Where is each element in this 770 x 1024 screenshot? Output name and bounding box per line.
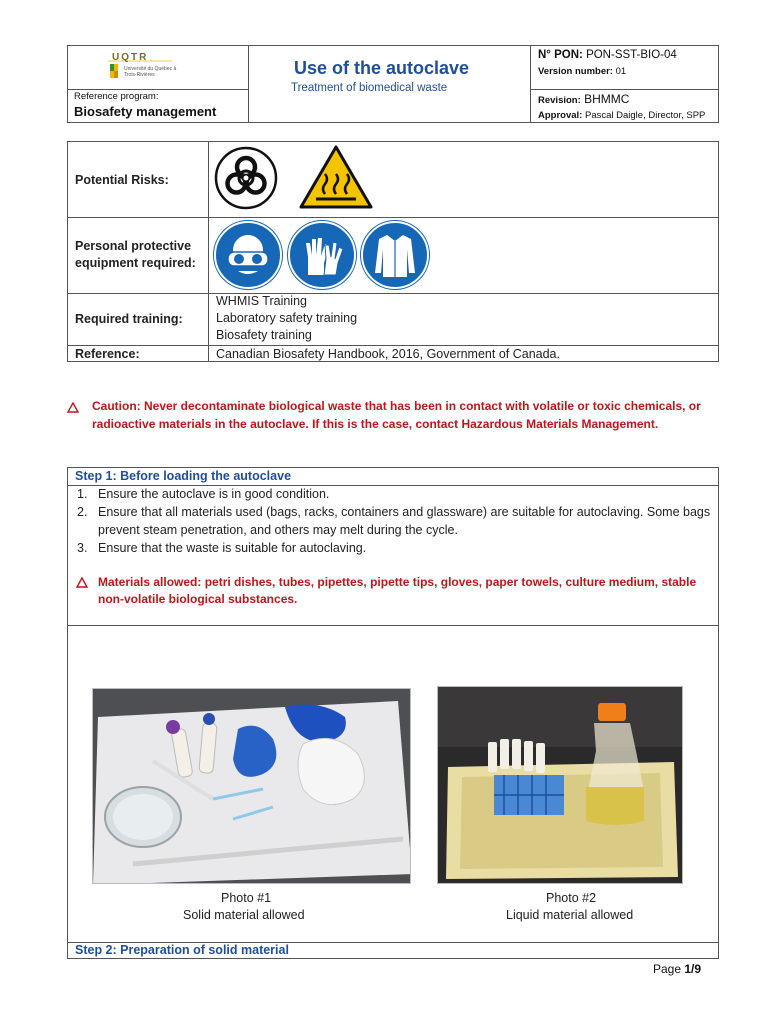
photo-1-caption: Solid material allowed — [183, 908, 305, 922]
biohazard-icon — [214, 146, 278, 210]
photo-solid-material — [92, 688, 411, 884]
photo-1-number: Photo #1 — [221, 891, 272, 905]
step1-item-3-number: 3. — [77, 541, 88, 555]
header-divider-right — [530, 45, 531, 123]
approval-line — [538, 110, 705, 121]
potential-risks-label: Potential Risks: — [75, 173, 169, 187]
header-divider-ref — [67, 89, 248, 90]
materials-warning-icon — [76, 575, 88, 586]
liquid-material-photo-illustration — [438, 687, 683, 884]
header-divider-left — [248, 45, 249, 123]
caution-warning-icon — [67, 400, 79, 411]
reference-program-label: Reference program: — [74, 91, 159, 102]
info-row-divider-2 — [67, 293, 719, 294]
info-row-divider-3 — [67, 345, 719, 346]
reference-program-value: Biosafety management — [74, 104, 217, 119]
uqtr-logo-text: UQTR — [112, 52, 149, 63]
solid-material-photo-illustration — [93, 689, 411, 884]
version-label: Version number: — [538, 66, 613, 77]
uqtr-logo-subtext: Université du Québec à Trois-Rivières — [124, 66, 177, 78]
training-item-1: WHMIS Training — [216, 294, 307, 308]
step1-title-underline — [67, 485, 719, 486]
page-value: 1/9 — [684, 962, 702, 976]
gloves-symbol-icon — [290, 223, 354, 287]
info-table-col-divider — [208, 141, 209, 362]
step1-item-1-number: 1. — [77, 487, 88, 501]
caution-line-2: radioactive materials in the autoclave. If this is the case, contact Hazardous Materials Management. — [92, 417, 659, 431]
hot-surface-triangle-icon — [298, 144, 374, 210]
revision-label: Revision: — [538, 95, 581, 106]
gloves-icon — [288, 221, 356, 289]
pon-line — [538, 49, 677, 61]
ppe-label-line2: equipment required: — [75, 256, 196, 270]
materials-allowed-line-2: non-volatile biological substances. — [98, 592, 298, 606]
lab-coat-icon — [361, 221, 429, 289]
warning-triangle-icon — [67, 402, 79, 413]
training-item-2: Laboratory safety training — [216, 311, 358, 325]
lab-coat-symbol-icon — [363, 223, 427, 287]
goggles-symbol-icon — [216, 223, 280, 287]
ppe-label-line1: Personal protective — [75, 239, 192, 253]
step1-item-1-text: Ensure the autoclave is in good condition. — [98, 487, 330, 501]
step1-item-2-number: 2. — [77, 505, 88, 519]
reference-label: Reference: — [75, 347, 140, 361]
page-subtitle: Treatment of biomedical waste — [291, 82, 448, 94]
revision-value: BHMMC — [584, 92, 630, 106]
biohazard-symbol-icon — [214, 146, 278, 210]
info-row-divider-1 — [67, 217, 719, 218]
training-item-3: Biosafety training — [216, 328, 312, 342]
page-title: Use of the autoclave — [294, 58, 470, 78]
pon-value: PON-SST-BIO-04 — [586, 49, 677, 61]
caution-line-1: Caution: Never decontaminate biological waste that has been in contact with volatile or toxic chemicals, or — [92, 399, 701, 413]
revision-line — [538, 92, 629, 106]
step2-title: Step 2: Preparation of solid material — [75, 943, 289, 957]
page-label: Page — [653, 962, 682, 976]
step1-item-2-text-cont: prevent steam penetration, and others may melt during the cycle. — [98, 523, 458, 537]
version-value: 01 — [615, 66, 627, 77]
step1-item-2-text: Ensure that all materials used (bags, racks, containers and glassware) are suitable for autoclaving. Some bags — [98, 505, 711, 519]
step1-item-3-text: Ensure that the waste is suitable for autoclaving. — [98, 541, 367, 555]
warning-triangle-icon-2 — [76, 577, 88, 588]
photo-2-number: Photo #2 — [546, 891, 597, 905]
photo-2-caption: Liquid material allowed — [506, 908, 634, 922]
approval-value: Pascal Daigle, Director, SPP — [584, 110, 706, 121]
hot-surface-warning-icon — [298, 144, 374, 210]
reference-value: Canadian Biosafety Handbook, 2016, Government of Canada. — [216, 347, 560, 361]
version-line — [538, 66, 626, 77]
uqtr-logo — [108, 54, 198, 86]
photo-liquid-material — [437, 686, 683, 884]
step1-title: Step 1: Before loading the autoclave — [75, 469, 292, 483]
safety-goggles-icon — [214, 221, 282, 289]
step1-divider-photos — [67, 625, 719, 626]
pon-label: N° PON: — [538, 49, 583, 61]
header-divider-revision — [530, 89, 719, 90]
materials-allowed-line-1: Materials allowed: petri dishes, tubes, pipettes, pipette tips, gloves, paper towels, culture medium, stable — [98, 575, 697, 589]
approval-label: Approval: — [538, 110, 583, 121]
page-number — [653, 962, 701, 976]
required-training-label: Required training: — [75, 312, 183, 326]
